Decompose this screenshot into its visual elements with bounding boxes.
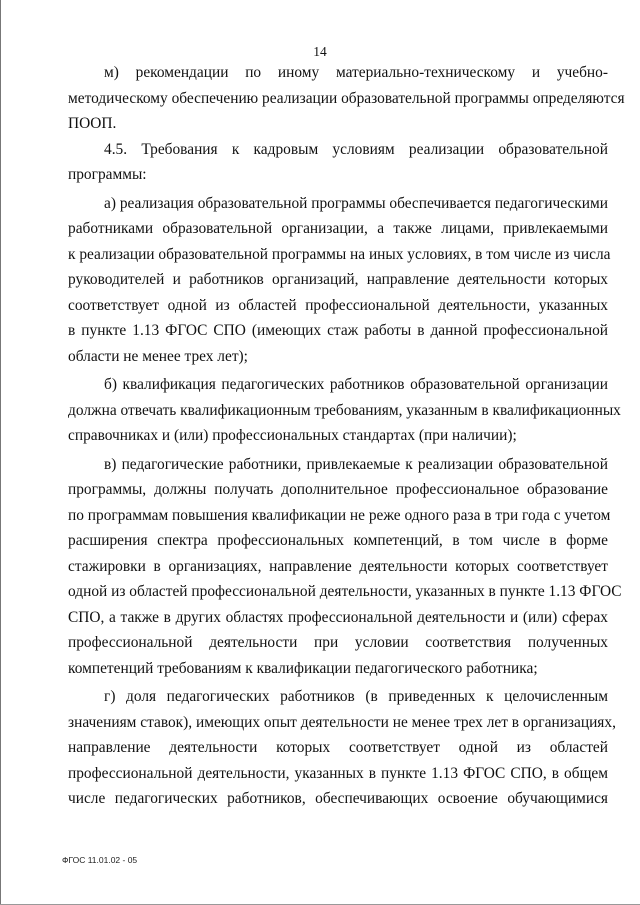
text-line: б) квалификация педагогических работников образовательной организации: [104, 376, 608, 393]
text-line: расширения спектра профессиональных компетенций, в том числе в форме: [68, 532, 608, 549]
text-line: компетенций требованиям к квалификации педагогического работника;: [68, 659, 538, 677]
text-line: работниками образовательной организации, а также лицами, привлекаемыми: [68, 220, 608, 237]
text-line: программы, должны получать дополнительное профессиональное образование: [68, 481, 608, 498]
text-line: ПООП.: [68, 115, 117, 132]
text-line: направление деятельности которых соответствует одной из областей: [68, 739, 608, 756]
text-line: в пункте 1.13 ФГОС СПО (имеющих стаж работы в данной профессиональной: [68, 322, 608, 339]
text-line: СПО, а также в других областях профессиональной деятельности и (или) сферах: [68, 608, 608, 626]
footer-code: ФГОС 11.01.02 - 05: [62, 855, 138, 865]
text-line: значениям ставок), имеющих опыт деятельности не менее трех лет в организациях,: [68, 713, 616, 731]
page-number: 14: [313, 44, 327, 59]
text-line: области не менее трех лет);: [68, 347, 248, 365]
text-line: по программам повышения квалификации не реже одного раза в три года с учетом: [68, 506, 611, 524]
body-text: [68, 60, 625, 812]
text-line: г) доля педагогических работников (в приведенных к целочисленным: [104, 688, 608, 705]
page-left-edge: [0, 0, 1, 905]
text-line: м) рекомендации по иному материально-техническому и учебно-: [104, 64, 608, 81]
text-line: стажировки в организациях, направление деятельности которых соответствует: [68, 557, 608, 575]
text-line: к реализации образовательной программы на иных условиях, в том числе из числа: [68, 245, 611, 263]
text-line: руководителей и работников организаций, направление деятельности которых: [68, 271, 608, 288]
text-line: профессиональной деятельности при условии соответствия полученных: [68, 634, 608, 651]
text-line: программы:: [68, 166, 147, 183]
text-line: числе педагогических работников, обеспечивающих освоение обучающимися: [68, 790, 608, 807]
text-line: профессиональной деятельности, указанных в пункте 1.13 ФГОС СПО, в общем: [68, 764, 608, 782]
text-line: соответствует одной из областей профессиональной деятельности, указанных: [68, 296, 608, 314]
text-line: одной из областей профессиональной деятельности, указанных в пункте 1.13 ФГОС: [68, 583, 622, 600]
text-line: методическому обеспечению реализации образовательной программы определяются: [68, 89, 625, 107]
text-line: в) педагогические работники, привлекаемые к реализации образовательной: [104, 455, 608, 473]
text-line: должна отвечать квалификационным требованиям, указанным в квалификационных: [68, 401, 621, 419]
text-line: 4.5. Требования к кадровым условиям реализации образовательной: [104, 140, 608, 158]
text-line: справочниках и (или) профессиональных стандартах (при наличии);: [68, 427, 517, 444]
text-line: а) реализация образовательной программы обеспечивается педагогическими: [104, 194, 608, 212]
